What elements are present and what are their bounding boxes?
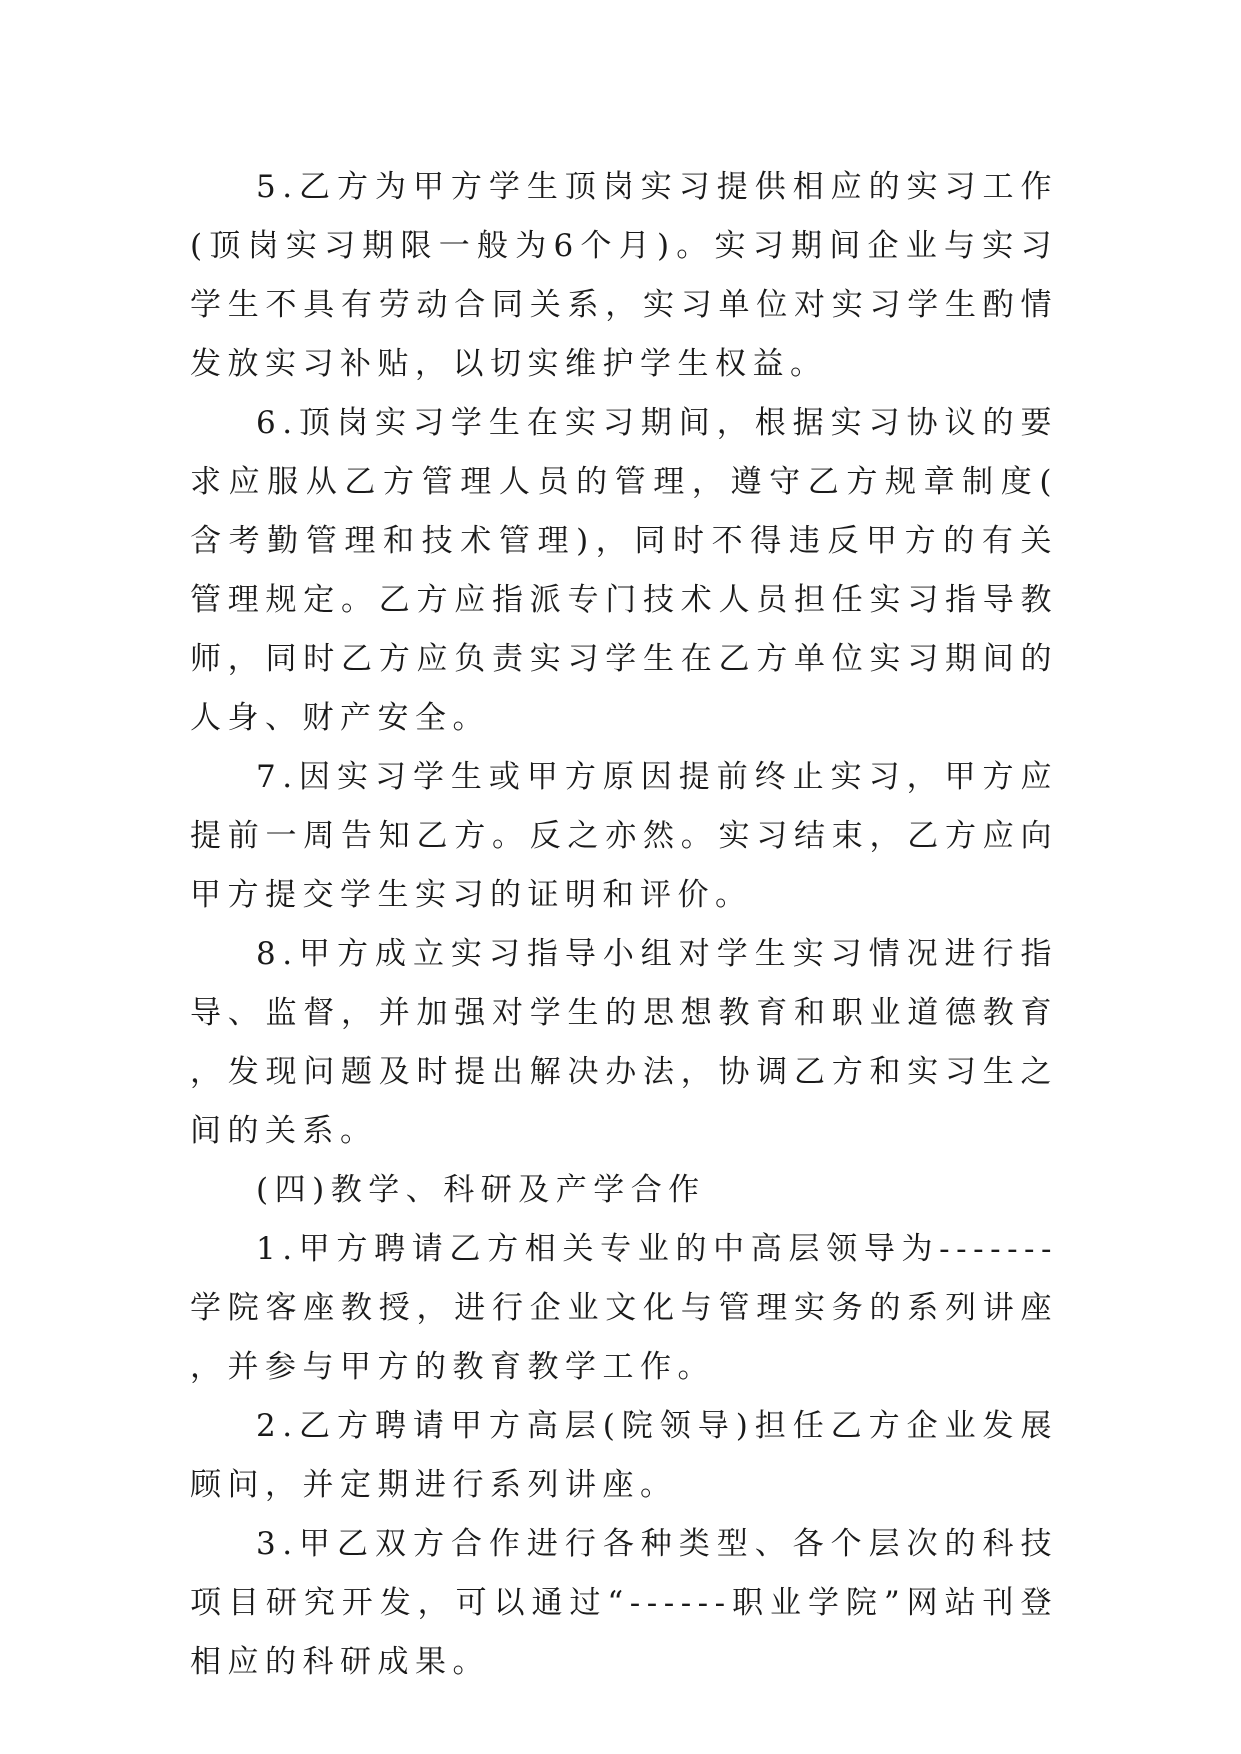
paragraph-item-2: 2.乙方聘请甲方高层(院领导)担任乙方企业发展顾问，并定期进行系列讲座。 [190, 1408, 1058, 1503]
paragraph-clause-7: 7.因实习学生或甲方原因提前终止实习，甲方应提前一周告知乙方。反之亦然。实习结束，乙方应向甲方提交学生实习的证明和评价。 [190, 759, 1058, 913]
section-heading-teaching-research: (四)教学、科研及产学合作 [256, 1172, 706, 1208]
paragraph-clause-8: 8.甲方成立实习指导小组对学生实习情况进行指导、监督，并加强对学生的思想教育和职业道德教育，发现问题及时提出解决办法，协调乙方和实习生之间的关系。 [190, 936, 1058, 1149]
paragraph-clause-5: 5.乙方为甲方学生顶岗实习提供相应的实习工作(顶岗实习期限一般为6个月)。实习期间企业与实习学生不具有劳动合同关系，实习单位对实习学生酌情发放实习补贴，以切实维护学生权益。 [190, 169, 1058, 382]
paragraph-clause-6: 6.顶岗实习学生在实习期间，根据实习协议的要求应服从乙方管理人员的管理，遵守乙方规章制度(含考勤管理和技术管理)，同时不得违反甲方的有关管理规定。乙方应指派专门技术人员担任实习指导教师，同时乙方应负责实习学生在乙方单位实习期间的人身、财产安全。 [190, 405, 1058, 736]
document-body [190, 158, 1058, 1692]
paragraph-item-1: 1.甲方聘请乙方相关专业的中高层领导为-------学院客座教授，进行企业文化与管理实务的系列讲座，并参与甲方的教育教学工作。 [190, 1231, 1058, 1385]
paragraph-item-3: 3.甲乙双方合作进行各种类型、各个层次的科技项目研究开发，可以通过“------职业学院”网站刊登相应的科研成果。 [190, 1526, 1058, 1680]
